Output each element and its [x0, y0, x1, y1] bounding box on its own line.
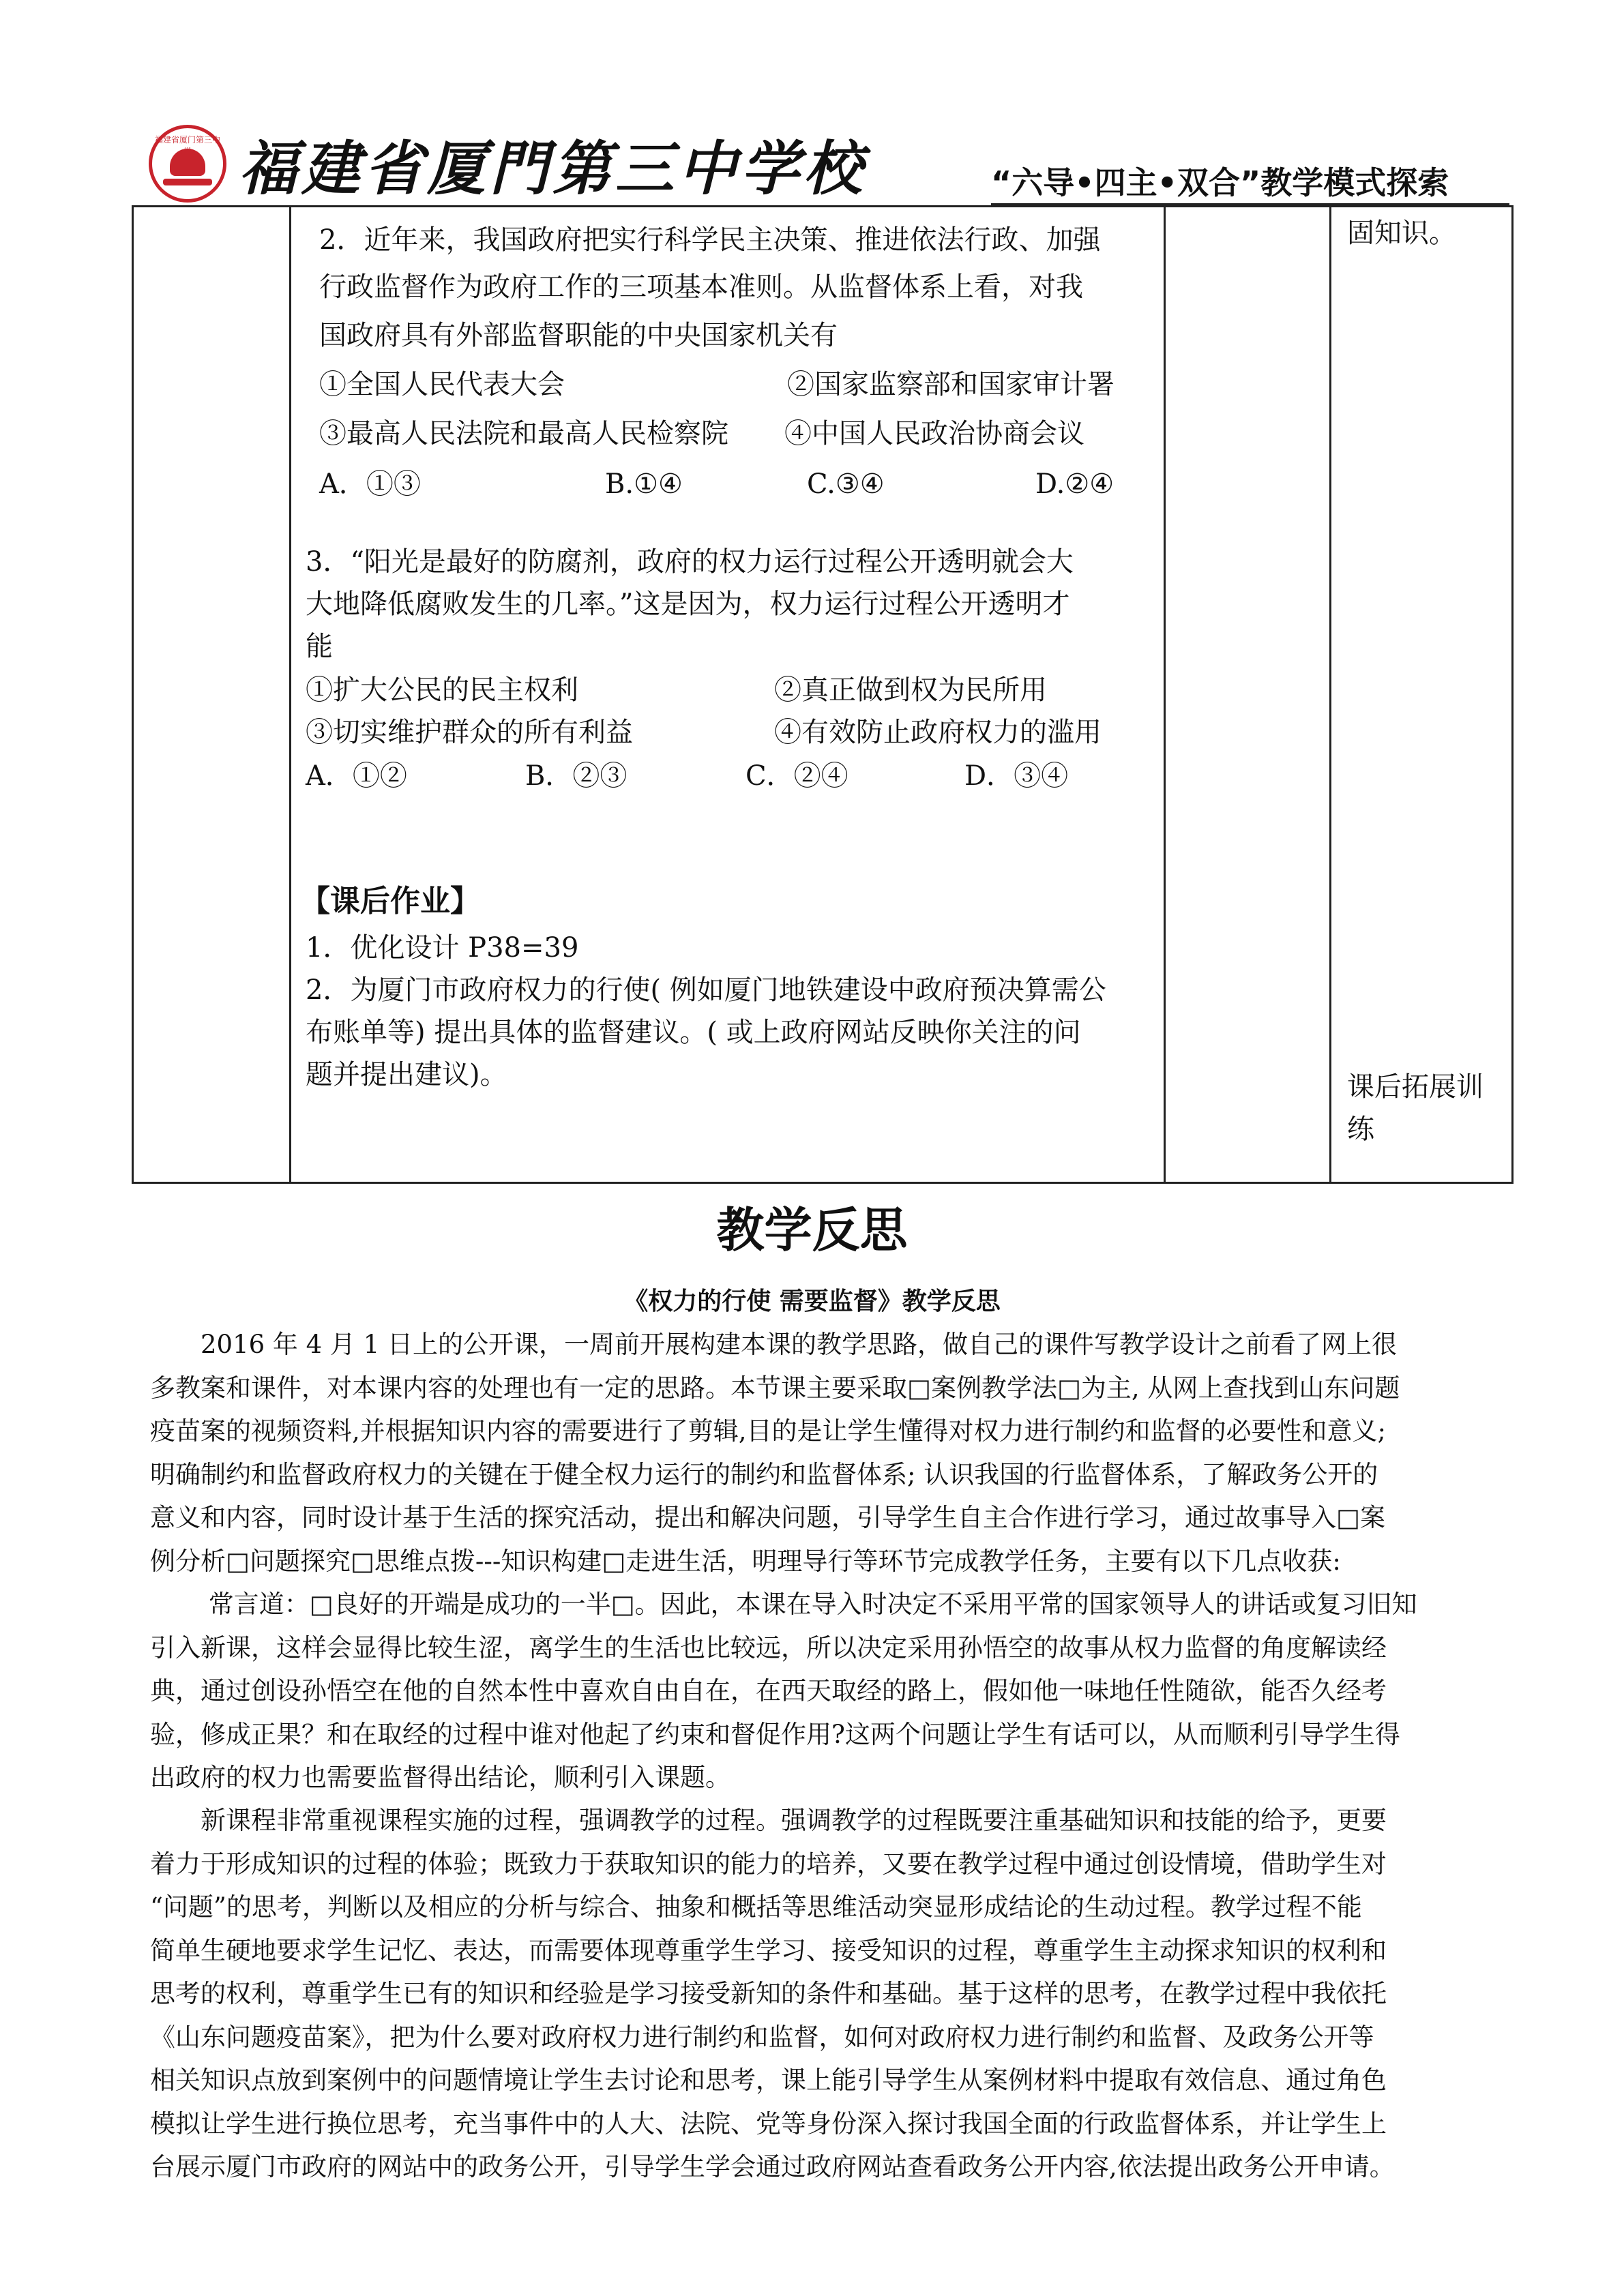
q3-choice-b: B．②③: [525, 760, 628, 792]
paragraph-line: “问题”的思考，判断以及相应的分析与综合、抽象和概括等思维活动突显形成结论的生动过程。教学过程不能: [150, 1892, 1362, 1922]
homework-item-2-line: 题并提出建议)。: [306, 1059, 507, 1090]
paragraph-line: 意义和内容，同时设计基于生活的探究活动，提出和解决问题，引导学生自主合作进行学习，通过故事导入□案: [150, 1503, 1385, 1532]
q2-choice-c: C.③④: [807, 468, 885, 500]
q2-choice-d: D.②④: [1035, 468, 1114, 500]
paragraph-line: 模拟让学生进行换位思考，充当事件中的人大、法院、党等身份深入探讨我国全面的行政监督体系，并让学生上: [150, 2108, 1387, 2138]
q2-option-2: ②国家监察部和国家审计署: [787, 369, 1114, 400]
paragraph-line: 新课程非常重视课程实施的过程，强调教学的过程。强调教学的过程既要注重基础知识和技能的给予，更要: [150, 1806, 1387, 1835]
paragraph-line: 引入新课，这样会显得比较生涩，离学生的生活也比较远，所以决定采用孙悟空的故事从权力监督的角度解读经: [150, 1632, 1387, 1663]
homework-item-2-line: 2．为厦门市政府权力的行使( 例如厦门地铁建设中政府预决算需公: [306, 974, 1106, 1006]
school-name: 福建省厦門第三中学校: [239, 134, 866, 203]
q3-line: 3．“阳光是最好的防腐剂，政府的权力运行过程公开透明就会大: [306, 546, 1074, 578]
paragraph-line: 台展示厦门市政府的网站中的政务公开，引导学生学会通过政府网站查看政务公开内容,依法提出政务公开申请。: [150, 2152, 1395, 2181]
reflection-paragraph-2: [150, 1583, 1417, 1800]
q3-line: 能: [306, 631, 333, 662]
q3-option-3: ③切实维护群众的所有利益: [306, 717, 633, 748]
paragraph-line: 思考的权利，尊重学生已有的知识和经验是学习接受新知的条件和基础。基于这样的思考，在教学过程中我依托: [150, 1979, 1387, 2008]
homework-heading: 【课后作业】: [300, 884, 480, 919]
q3-choice-d: D．③④: [964, 760, 1069, 792]
homework-item-1: 1．优化设计 P38=39: [306, 932, 579, 964]
table-border-top: [132, 205, 1513, 207]
table-border-bottom: [132, 1182, 1513, 1184]
table-divider-3: [1329, 205, 1331, 1184]
reflection-paragraph-3: [150, 1799, 1395, 2189]
q2-option-4: ④中国人民政治协商会议: [784, 418, 1084, 449]
header-motto: “六导•四主•双合”教学模式探索: [991, 164, 1449, 201]
q2-line: 国政府具有外部监督职能的中央国家机关有: [319, 320, 838, 351]
paragraph-line: 明确制约和监督政府权力的关键在于健全权力运行的制约和监督体系; 认识我国的行监督体系，了解政务公开的: [150, 1459, 1378, 1489]
q3-option-4: ④有效防止政府权力的滥用: [774, 717, 1102, 748]
reflection-title: 教学反思: [716, 1202, 908, 1258]
q2-choice-b: B.①④: [605, 468, 683, 500]
table-divider-2: [1164, 205, 1166, 1184]
q3-choice-c: C．②④: [745, 760, 848, 792]
logo-ring-text: 福建省厦门第三中: [154, 135, 220, 145]
logo-base-icon: [163, 179, 212, 185]
table-divider-1: [289, 205, 291, 1184]
homework-item-2-line: 布账单等) 提出具体的监督建议。( 或上政府网站反映你关注的问: [306, 1017, 1081, 1048]
paragraph-line: 出政府的权力也需要监督得出结论，顺利引入课题。: [150, 1763, 730, 1792]
paragraph-line: 相关知识点放到案例中的问题情境让学生去讨论和思考，课上能引导学生从案例材料中提取有效信息、通过角色: [150, 2066, 1387, 2095]
school-logo: [149, 125, 226, 203]
reflection-subtitle: 《权力的行使 需要监督》教学反思: [623, 1287, 1001, 1315]
paragraph-line: 着力于形成知识的过程的体验；既致力于获取知识的能力的培养，又要在教学过程中通过创设情境，借助学生对: [150, 1849, 1387, 1879]
side-note-top: 固知识。: [1347, 218, 1456, 249]
paragraph-line: 多教案和课件，对本课内容的处理也有一定的思路。本节课主要采取□案例教学法□为主, 从网上查找到山东问题: [150, 1373, 1400, 1403]
q2-line: 2．近年来，我国政府把实行科学民主决策、推进依法行政、加强: [319, 224, 1101, 256]
q3-choice-a: A．①②: [306, 760, 407, 792]
q3-option-2: ②真正做到权为民所用: [774, 674, 1047, 706]
q3-line: 大地降低腐败发生的几率。”这是因为，权力运行过程公开透明才: [306, 588, 1070, 620]
side-note-bottom: 课后拓展训: [1347, 1071, 1483, 1103]
paragraph-line: 例分析□问题探究□思维点拨---知识构建□走进生活，明理导行等环节完成教学任务，主要有以下几点收获:: [150, 1546, 1341, 1576]
table-border-left: [132, 205, 134, 1184]
q2-option-3: ③最高人民法院和最高人民检察院: [319, 418, 728, 449]
paragraph-line: 《山东问题疫苗案》，把为什么要对政府权力进行制约和监督，如何对政府权力进行制约和监督、及政务公开等: [150, 2022, 1374, 2052]
paragraph-line: 典，通过创设孙悟空在他的自然本性中喜欢自由自在，在西天取经的路上，假如他一味地任性随欲，能否久经考: [150, 1676, 1387, 1705]
side-note-bottom: 练: [1347, 1114, 1374, 1145]
q3-option-1: ①扩大公民的民主权利: [306, 674, 578, 706]
paragraph-line: 简单生硬地要求学生记忆、表达，而需要体现尊重学生学习、接受知识的过程，尊重学生主动探求知识的权利和: [150, 1935, 1387, 1965]
paragraph-line: 2016 年 4 月 1 日上的公开课，一周前开展构建本课的教学思路，做自己的课件写教学设计之前看了网上很: [150, 1330, 1398, 1359]
table-border-right: [1511, 205, 1514, 1184]
reflection-paragraph-1: [150, 1323, 1400, 1583]
q2-option-1: ①全国人民代表大会: [319, 369, 565, 400]
paragraph-line: 常言道：□良好的开端是成功的一半□。因此，本课在导入时决定不采用平常的国家领导人的讲话或复习旧知: [150, 1590, 1417, 1619]
paragraph-line: 疫苗案的视频资料,并根据知识内容的需要进行了剪辑,目的是让学生懂得对权力进行制约和监督的必要性和意义;: [150, 1416, 1386, 1446]
paragraph-line: 验，修成正果？和在取经的过程中谁对他起了约束和督促作用?这两个问题让学生有话可以，从而顺利引导学生得: [150, 1719, 1400, 1749]
q2-choice-a: A．①③: [319, 468, 421, 500]
q2-line: 行政监督作为政府工作的三项基本准则。从监督体系上看，对我: [319, 271, 1083, 303]
